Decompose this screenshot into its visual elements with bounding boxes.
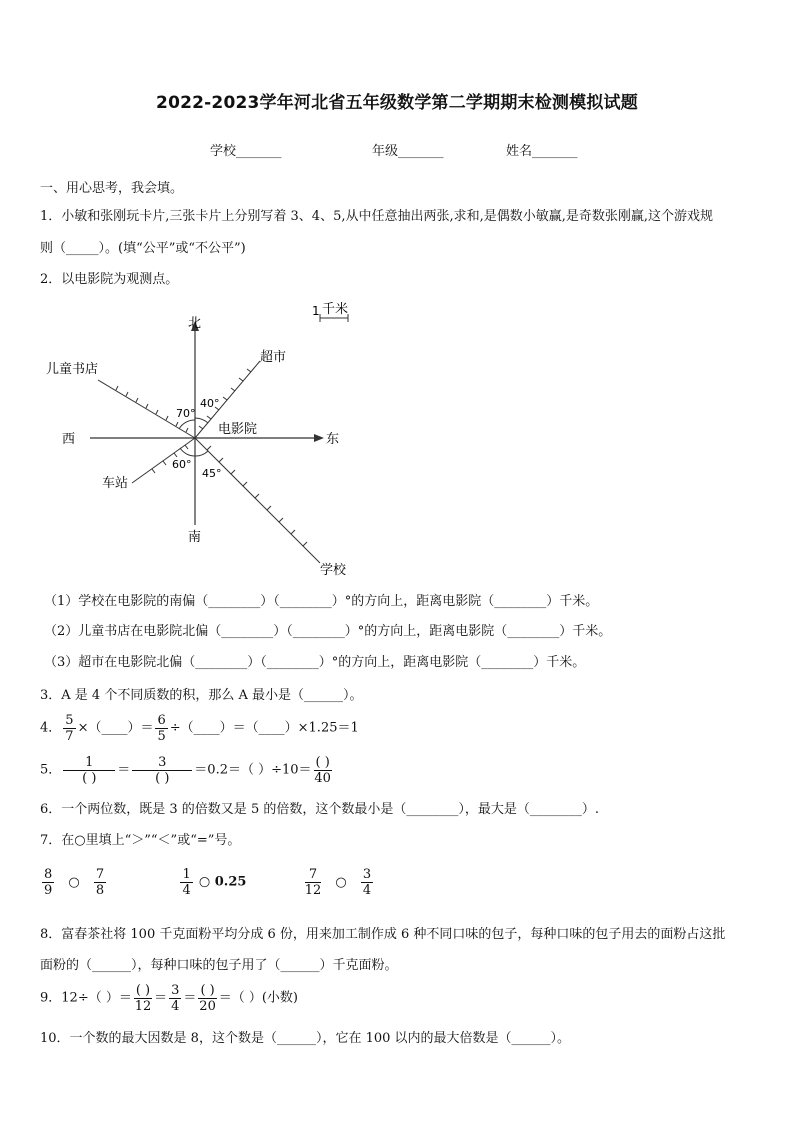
q7-compare-0-25: ○ 0.25: [198, 874, 247, 890]
q9-label: 9．12÷（ ）＝: [40, 990, 132, 1006]
q9-equal-2: ＝: [183, 990, 197, 1006]
q8-line1: 8．富春茶社将 100 千克面粉平均分成 6 份，用来加工制作成 6 种不同口味的包子，每种口味的包子用去的面粉占这批: [40, 927, 726, 942]
west-label: 西: [62, 432, 76, 447]
name-field[interactable]: 姓名_______: [506, 144, 578, 159]
q5-fraction-3: $\frac{( )}{40}$: [314, 755, 331, 786]
q8-line2: 面粉的（______），每种口味的包子用了（______）千克面粉。: [40, 958, 398, 973]
q7-fraction-7-12: $\frac{7}{12}$: [304, 867, 322, 898]
q7-circle-1[interactable]: ○: [68, 874, 80, 890]
q9-fraction-3: $\frac{( )}{20}$: [199, 983, 216, 1014]
q4: [40, 713, 359, 744]
scale-bar: [312, 301, 348, 322]
q7-fraction-1-4: $\frac{1}{4}$: [182, 867, 191, 898]
q9-fraction-2: $\frac{3}{4}$: [171, 983, 180, 1014]
q2-stem: 2．以电影院为观测点。: [40, 272, 179, 287]
school-label: 学校: [320, 563, 347, 578]
angle-60-label: 60°: [172, 458, 192, 471]
scale-number: 1: [312, 304, 320, 318]
q2-sub-1: （1）学校在电影院的南偏（________）（________）°的方向上，距离电影院（________）千米。: [44, 594, 599, 609]
cinema-label: 电影院: [218, 422, 258, 437]
q7-items: [40, 867, 375, 898]
q7-fraction-7-8: $\frac{7}{8}$: [95, 867, 105, 898]
q4-fraction-2: $\frac{6}{5}$: [157, 713, 166, 744]
north-label: 北: [188, 316, 202, 331]
school-ray: [195, 438, 320, 563]
q5-fraction-2: $\frac{3}{( )}$: [132, 755, 192, 786]
q7-fraction-8-9: $\frac{8}{9}$: [44, 867, 53, 898]
q9-equal-1: ＝: [154, 990, 168, 1006]
q4-label: 4．: [40, 720, 62, 736]
scale-unit: 千米: [322, 302, 349, 317]
angle-70-label: 70°: [176, 407, 196, 420]
q7-fraction-3-4: $\frac{3}{4}$: [362, 867, 372, 898]
q6: 6．一个两位数，既是 3 的倍数又是 5 的倍数，这个数最小是（________），最大是（________）.: [40, 802, 599, 817]
east-label: 东: [326, 432, 340, 447]
east-arrow-icon: [314, 434, 324, 442]
bookstore-label: 儿童书店: [46, 362, 99, 377]
school-field[interactable]: 学校_______: [210, 144, 282, 159]
grade-field[interactable]: 年级_______: [372, 144, 444, 159]
q5: [40, 755, 334, 786]
q9-fraction-1: $\frac{( )}{12}$: [134, 983, 152, 1014]
q3: 3．A 是 4 个不同质数的积，那么 A 最小是（______）。: [40, 688, 363, 703]
page-title: 2022-2023学年河北省五年级数学第二学期期末检测模拟试题: [156, 93, 638, 113]
station-label: 车站: [102, 476, 129, 491]
q9: [40, 983, 298, 1014]
q5-fraction-1: $\frac{1}{( )}$: [63, 755, 115, 786]
q7-stem: 7．在○里填上“＞”“＜”或“=”号。: [40, 833, 241, 848]
q4-part-2: ÷（____）＝（____）×1.25＝1: [169, 720, 359, 736]
q7-circle-3[interactable]: ○: [335, 874, 347, 890]
q5-label: 5．: [40, 762, 62, 778]
angle-45-label: 45°: [202, 467, 222, 480]
angle-40-label: 40°: [200, 397, 220, 410]
q9-tail: ＝（ ）(小数): [218, 990, 298, 1006]
q4-fraction-1: $\frac{5}{7}$: [65, 713, 74, 744]
q5-part-1: ＝0.2＝（ ）÷10＝: [194, 762, 312, 778]
q4-part-1: ×（____）＝: [77, 720, 154, 736]
q5-equal: ＝: [117, 762, 131, 778]
q1-line1: 1．小敏和张刚玩卡片,三张卡片上分别写着 3、4、5,从中任意抽出两张,求和,是偶数小敏赢,是奇数张刚赢,这个游戏规: [40, 209, 714, 224]
q1-line2: 则（_____）。(填“公平”或“不公平”): [40, 241, 246, 256]
direction-diagram: [40, 295, 380, 585]
q2-sub-3: （3）超市在电影院北偏（________）（________）°的方向上，距离电影院（________）千米。: [44, 655, 586, 670]
supermarket-label: 超市: [260, 350, 287, 365]
q2-sub-2: （2）儿童书店在电影院北偏（________）（________）°的方向上，距离电影院（________）千米。: [44, 624, 612, 639]
q10: 10．一个数的最大因数是 8，这个数是（______），它在 100 以内的最大倍数是（______）。: [40, 1031, 571, 1046]
section-1-heading: 一、用心思考，我会填。: [40, 181, 184, 196]
south-label: 南: [188, 530, 202, 545]
